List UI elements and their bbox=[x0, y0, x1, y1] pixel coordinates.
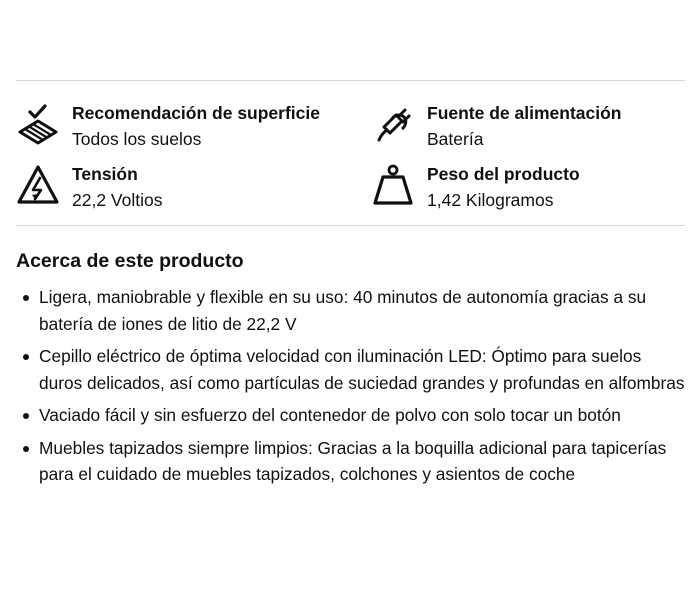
attribute-surface-recommendation bbox=[16, 102, 320, 150]
list-item: Ligera, maniobrable y flexible en su uso: 40 minutos de autonomía gracias a su batería de iones de litio de 22,2 V bbox=[16, 284, 688, 337]
power-plug-icon bbox=[371, 102, 415, 146]
attribute-value: Batería bbox=[427, 129, 484, 149]
list-item: Vaciado fácil y sin esfuerzo del contenedor de polvo con solo tocar un botón bbox=[16, 402, 688, 429]
high-voltage-warning-icon bbox=[16, 163, 60, 207]
list-item: Cepillo eléctrico de óptima velocidad con iluminación LED: Óptimo para suelos duros delicados, así como partículas de suciedad grandes y profundas en alfombras bbox=[16, 343, 688, 396]
attribute-label: Tensión bbox=[72, 164, 138, 184]
attribute-product-weight bbox=[371, 163, 580, 211]
top-divider bbox=[16, 80, 685, 81]
attribute-label: Fuente de alimentación bbox=[427, 103, 622, 123]
middle-divider bbox=[16, 225, 685, 226]
attribute-label: Recomendación de superficie bbox=[72, 103, 320, 123]
floor-surface-check-icon bbox=[16, 102, 60, 146]
attribute-label: Peso del producto bbox=[427, 164, 580, 184]
list-item: Muebles tapizados siempre limpios: Gracias a la boquilla adicional para tapicerías para el cuidado de muebles tapizados, colchones y asientos de coche bbox=[16, 435, 688, 488]
about-product-list bbox=[16, 284, 688, 494]
attribute-value: Todos los suelos bbox=[72, 129, 202, 149]
attribute-voltage bbox=[16, 163, 162, 211]
attribute-value: 1,42 Kilogramos bbox=[427, 190, 554, 210]
attribute-value: 22,2 Voltios bbox=[72, 190, 163, 210]
attribute-power-source bbox=[371, 102, 621, 150]
about-product-heading: Acerca de este producto bbox=[16, 250, 244, 272]
weight-scale-icon bbox=[371, 163, 415, 207]
